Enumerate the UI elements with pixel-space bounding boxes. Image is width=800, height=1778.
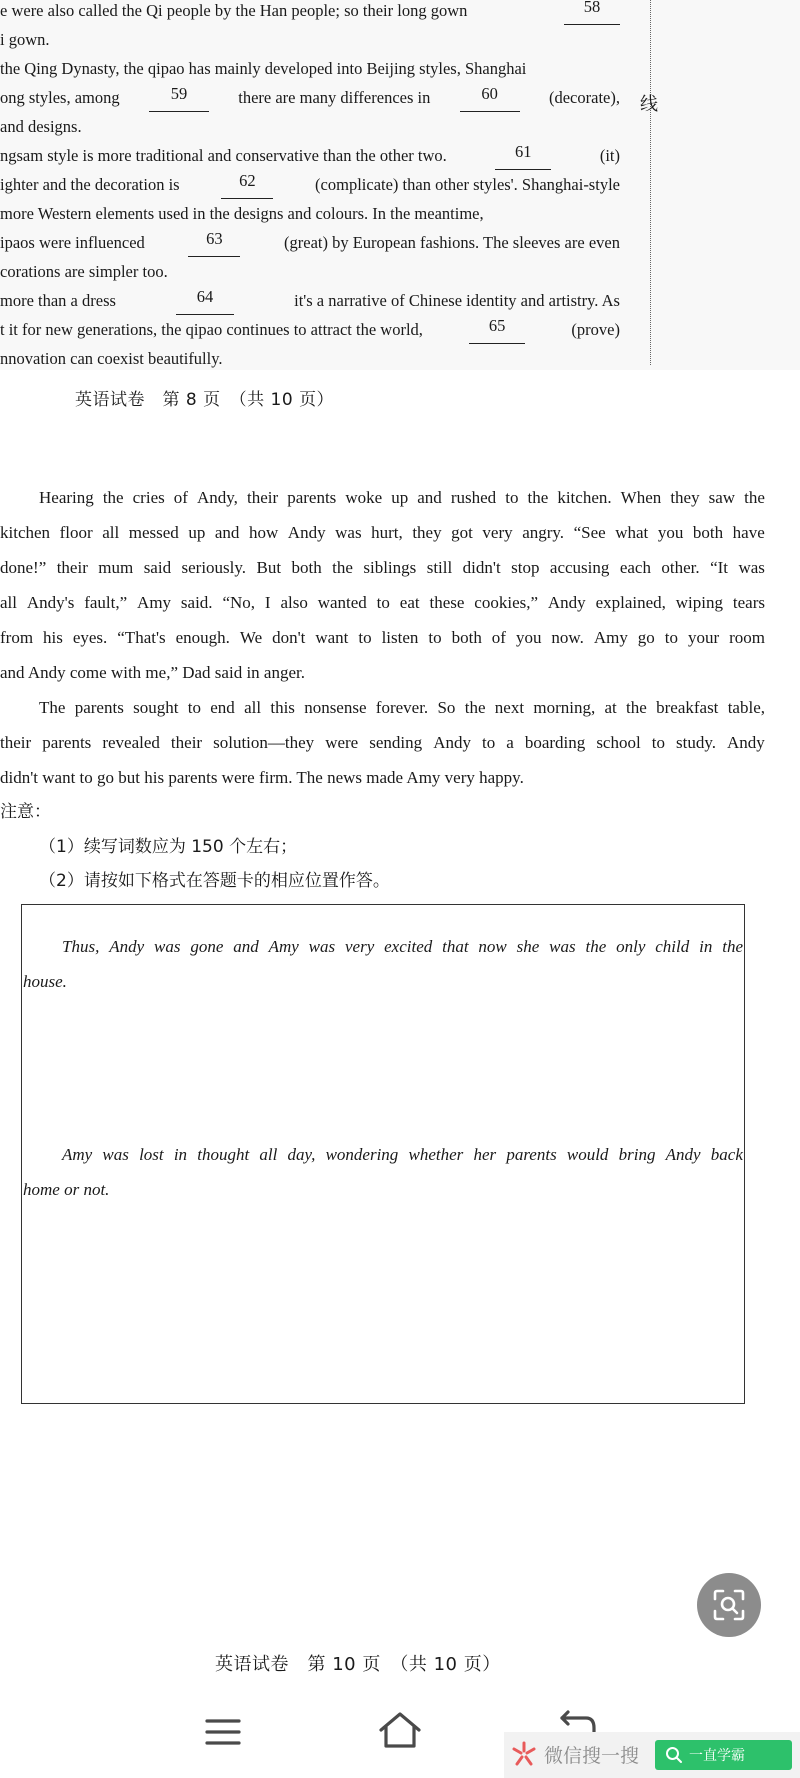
cloze-text: (complicate) than other styles'. Shanghai-style [315,175,620,194]
cloze-line [0,54,620,83]
cloze-text: it's a narrative of Chinese identity and artistry. As [294,291,620,310]
cloze-line [0,344,620,373]
wechat-search-logo-icon [510,1740,538,1768]
notes-item-2: （2）请按如下格式在答题卡的相应位置作答。 [39,871,390,891]
answer-box [21,904,745,1404]
page-10-footer: 英语试卷 第 10 页 （共 10 页） [215,1654,501,1675]
blank-60: 60 [460,83,520,112]
story-text: didn't want to go but his parents were firm. The news made Amy very happy. [0,768,524,787]
home-icon [377,1710,423,1750]
binding-dotted-line [650,0,651,365]
blank-64: 64 [176,286,234,315]
notes-heading: 注意： [0,802,51,822]
story-line: kitchen floor all messed up and how Andy was hurt, they got very angry. “See what you both have [0,523,765,542]
cloze-line [0,199,620,228]
search-icon [665,1746,683,1764]
cloze-text: corations are simpler too. [0,262,168,281]
cloze-line [0,315,620,344]
story-line [0,655,765,690]
cloze-text: more Western elements used in the designs and colours. In the meantime, [0,204,484,223]
cloze-text: the Qing Dynasty, the qipao has mainly developed into Beijing styles, Shanghai [0,59,527,78]
cloze-text: and designs. [0,117,82,136]
blank-62: 62 [221,170,273,199]
story-line: all Andy's fault,” Amy said. “No, I also wanted to eat these cookies,” Andy explained, wiping tears [0,593,765,612]
answer-p2-line2: home or not. [23,1180,110,1199]
story-line: from his eyes. “That's enough. We don't want to listen to both of you now. Amy go to your room [0,628,765,647]
cloze-line [0,83,620,112]
cloze-line [0,0,620,25]
blank-59: 59 [149,83,209,112]
search-pill-label: 一直学霸 [689,1748,745,1764]
cloze-text: there are many differences in [238,88,431,107]
cloze-line [0,112,620,141]
menu-button[interactable] [203,1716,243,1753]
previous-page-sheet [0,0,800,370]
answer-p1-line1: Thus, Andy was gone and Amy was very excited that now she was the only child in the [62,937,743,956]
search-pill-button[interactable] [655,1740,792,1770]
cloze-text: ong styles, among [0,88,120,107]
margin-binding-char: 线 [640,94,658,115]
wechat-search-label[interactable]: 微信搜一搜 [544,1745,640,1767]
page-8-footer: 英语试卷 第 8 页 （共 10 页） [75,390,335,410]
cloze-line [0,25,620,54]
blank-63: 63 [188,228,240,257]
cloze-text: (decorate), [548,88,620,107]
cloze-text: e were also called the Qi people by the Han people; so their long gown [0,1,468,20]
wechat-search-logo [510,1740,538,1773]
cloze-text: t it for new generations, the qipao continues to attract the world, [0,320,423,339]
menu-icon [203,1716,243,1748]
story-line: Hearing the cries of Andy, their parents woke up and rushed to the kitchen. When they saw the [39,488,765,507]
cloze-text: ipaos were influenced [0,233,145,252]
cloze-text: ngsam style is more traditional and conservative than the other two. [0,146,447,165]
home-button[interactable] [377,1710,423,1755]
answer-p2-line1: Amy was lost in thought all day, wondering whether her parents would bring Andy back [62,1145,743,1164]
cloze-text: i gown. [0,30,50,49]
cloze-text: (it) [599,146,620,165]
story-line: done!” their mum said seriously. But both the siblings still didn't stop accusing each other. “It was [0,558,765,577]
cloze-line [0,170,620,199]
cloze-text: ighter and the decoration is [0,175,180,194]
story-line: their parents revealed their solution—they were sending Andy to a boarding school to study. Andy [0,733,765,752]
scan-button[interactable] [697,1573,761,1637]
scan-icon [711,1587,747,1623]
blank-61: 61 [495,141,551,170]
cloze-text: (prove) [571,320,620,339]
cloze-line [0,141,620,170]
cloze-text: nnovation can coexist beautifully. [0,349,223,368]
blank-58: 58 [564,0,620,25]
cloze-line [0,228,620,257]
blank-65: 65 [469,315,525,344]
cloze-line [0,257,620,286]
story-line: The parents sought to end all this nonsense forever. So the next morning, at the breakfast table, [39,698,765,717]
cloze-text: (great) by European fashions. The sleeves are even [284,233,620,252]
cloze-text: more than a dress [0,291,116,310]
notes-item-1: （1）续写词数应为 150 个左右； [39,837,298,857]
cloze-line [0,286,620,315]
answer-p1-line2: house. [23,972,67,991]
story-text: and Andy come with me,” Dad said in anger. [0,663,305,682]
story-line [0,760,765,795]
